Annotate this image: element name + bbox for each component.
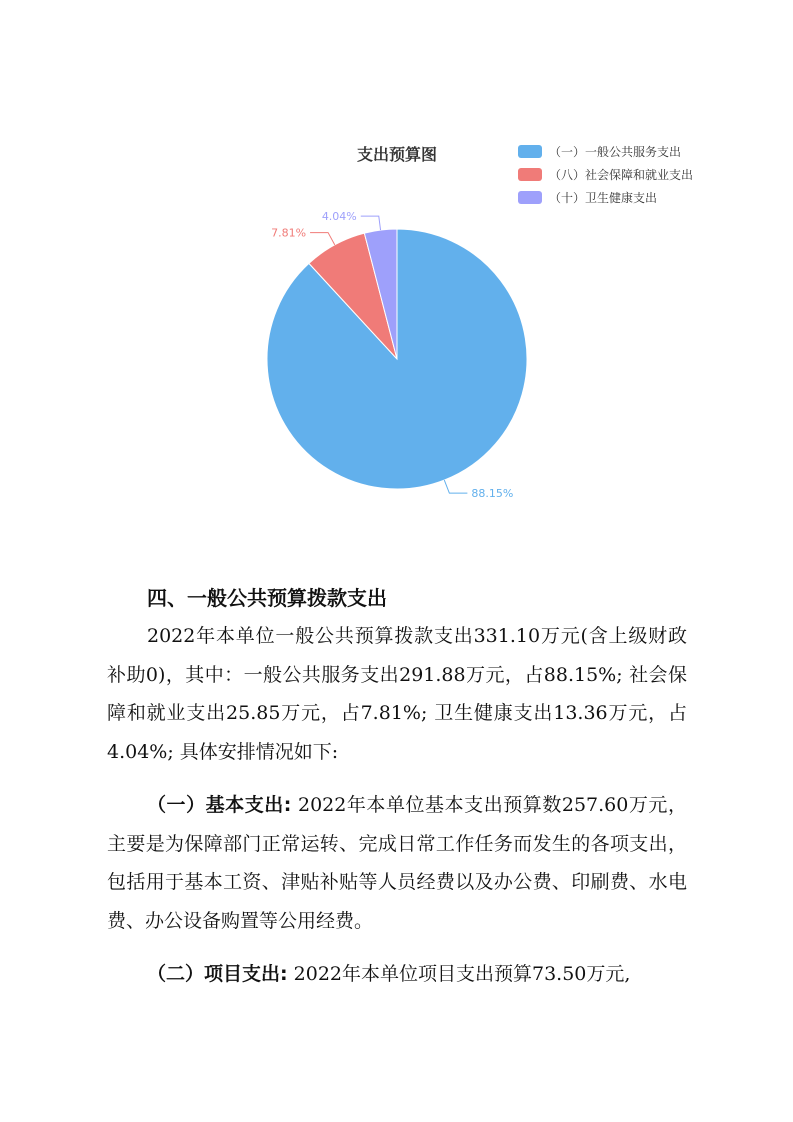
chart-title: 支出预算图 [356, 145, 438, 164]
paragraph-basic-expenditure [107, 786, 687, 940]
basic-expenditure-label: （一）基本支出: [147, 794, 292, 816]
paragraph-project-expenditure [107, 955, 687, 994]
legend-swatch-0[interactable] [518, 145, 542, 158]
paragraph-summary: 2022年本单位一般公共预算拨款支出331.10万元(含上级财政补助0)，其中：一般公共服务支出291.88万元，占88.15%; 社会保障和就业支出25.85万元，占7.81%; 卫生健康支出13.36万元，占4.04%; 具体安排情况如下: [107, 625, 687, 763]
chart-legend [518, 144, 693, 205]
legend-swatch-2[interactable] [518, 191, 542, 204]
project-expenditure-label: （二）项目支出: [147, 963, 288, 985]
legend-label-2[interactable]: （十）卫生健康支出 [549, 191, 658, 205]
legend-swatch-1[interactable] [518, 168, 542, 181]
pie-label-line-1 [310, 233, 335, 245]
section-heading: 四、一般公共预算拨款支出 [147, 586, 387, 610]
pie-label-1: 7.81% [271, 226, 307, 240]
legend-label-1[interactable]: （八）社会保障和就业支出 [549, 168, 694, 182]
pie-label-line-0 [444, 480, 467, 493]
legend-label-0[interactable]: （一）一般公共服务支出 [549, 145, 682, 159]
basic-expenditure-text: 2022年本单位基本支出预算数257.60万元，主要是为保障部门正常运转、完成日常工作任务而发生的各项支出，包括用于基本工资、津贴补贴等人员经费以及办公费、印刷费、水电费、办公设备购置等公用经费。 [107, 794, 687, 932]
pie-label-0: 88.15% [471, 487, 514, 501]
pie-label-line-2 [361, 216, 381, 230]
pie-label-2: 4.04% [321, 210, 357, 224]
pie-chart [0, 0, 793, 540]
project-expenditure-text: 2022年本单位项目支出预算73.50万元, [287, 963, 631, 985]
